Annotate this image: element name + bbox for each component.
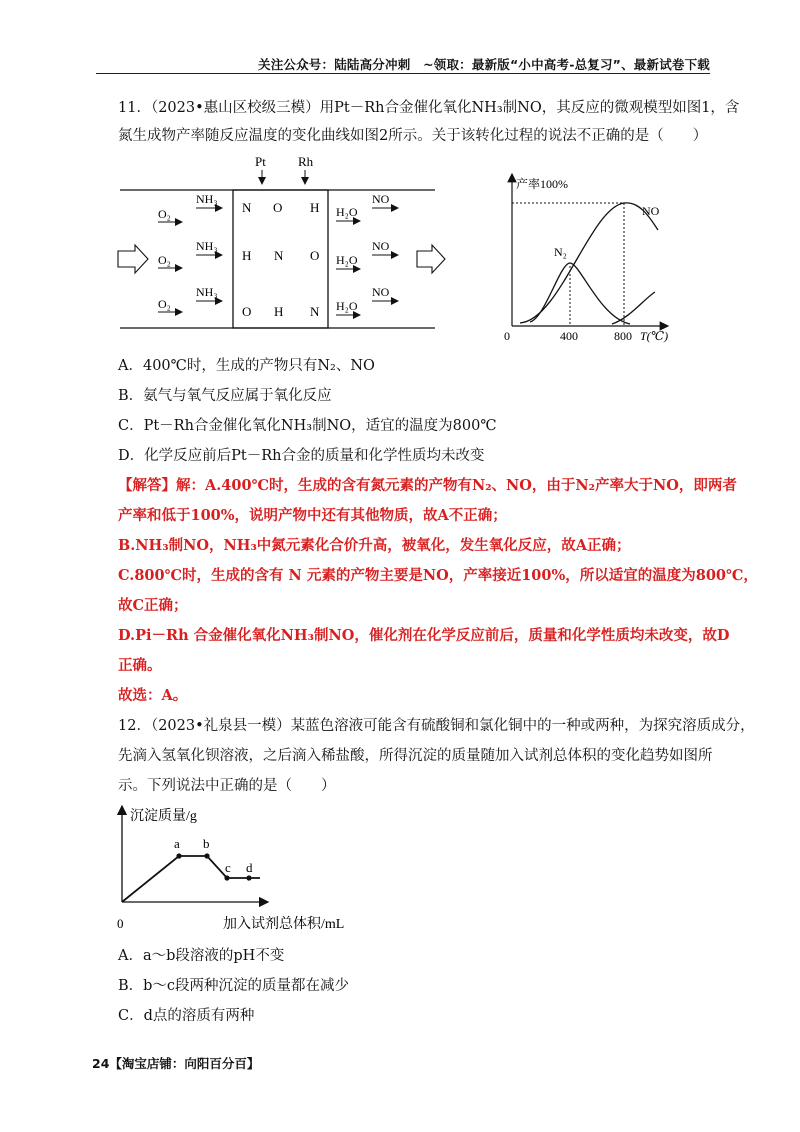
q11-figure2-yield-chart (490, 168, 685, 348)
q11-answer-line6: D.Pi－Rh 合金催化氧化NH₃制NO，催化剂在化学反应前后，质量和化学性质均未改变，故D (118, 627, 730, 644)
q12-precipitate-chart (108, 800, 368, 935)
page-header: 关注公众号：陆陆高分冲刺 ~领取：最新版“小中高考-总复习”、最新试卷下载 (258, 57, 710, 72)
y-axis-label: 产率100% (516, 177, 568, 191)
svg-text:NH₃: NH₃ (196, 239, 218, 253)
nh3-label: NH₃ (196, 192, 218, 206)
q11-option-b: B．氨气与氧气反应属于氧化反应 (118, 388, 332, 404)
q12-option-b: B．b～c段两种沉淀的质量都在减少 (118, 978, 350, 994)
svg-text:H: H (310, 200, 320, 215)
inlet-arrow-icon (118, 245, 148, 273)
q11-stem-line1: 11．（2023•惠山区校级三模）用Pt－Rh合金催化氧化NH₃制NO，其反应的微观模型如图1，含 (118, 100, 740, 116)
svg-text:NO: NO (372, 239, 390, 253)
x-tick-0: 0 (504, 329, 510, 343)
point-b (204, 853, 209, 858)
shop-name: 【淘宝店铺：向阳百分百】 (109, 1056, 260, 1071)
svg-text:O: O (242, 304, 252, 319)
q12-origin-label: 0 (117, 916, 124, 931)
x-tick-800: 800 (614, 329, 632, 343)
q11-answer-line2: 产率和低于100%，说明产物中还有其他物质，故A不正确； (118, 507, 507, 524)
q12-data-line (122, 856, 260, 902)
n2-curve-label: N₂ (554, 245, 567, 259)
q12-stem-line3: 示。下列说法中正确的是（ ） (118, 778, 336, 794)
q11-option-d: D．化学反应前后Pt－Rh合金的质量和化学性质均未改变 (118, 448, 485, 464)
svg-text:NH₃: NH₃ (196, 285, 218, 299)
q11-stem-line2: 氮生成物产率随反应温度的变化曲线如图2所示。关于该转化过程的说法不正确的是（ ） (118, 128, 708, 144)
q11-option-a: A．400℃时，生成的产物只有N₂、NO (118, 358, 375, 374)
x-axis-label: T(℃) (640, 329, 669, 343)
q11-answer-line7: 正确。 (118, 657, 162, 674)
point-c-label: c (225, 860, 231, 875)
o2-label: O₂ (158, 207, 171, 221)
no-label: NO (372, 192, 390, 206)
svg-text:N: N (274, 248, 284, 263)
q12-stem-line2: 先滴入氢氧化钡溶液，之后滴入稀盐酸，所得沉淀的质量随加入试剂总体积的变化趋势如图所 (118, 748, 713, 764)
no-curve-label: NO (642, 204, 660, 218)
svg-text:O: O (310, 248, 320, 263)
point-a-label: a (174, 836, 180, 851)
svg-text:H₂O: H₂O (336, 253, 358, 267)
point-a (176, 853, 181, 858)
rh-label: Rh (298, 154, 314, 169)
point-d-label: d (246, 860, 253, 875)
svg-text:O₂: O₂ (158, 253, 171, 267)
q12-y-axis-label: 沉淀质量/g (130, 809, 197, 824)
svg-text:NO: NO (372, 285, 390, 299)
svg-text:N: N (310, 304, 320, 319)
x-tick-400: 400 (560, 329, 578, 343)
no-curve (520, 203, 658, 323)
q11-figure1-reactor (110, 150, 450, 335)
q11-answer-line1: 【解答】解：A.400℃时，生成的含有氮元素的产物有N₂、NO，由于N₂产率大于NO，即两者 (118, 477, 737, 494)
q11-option-c: C．Pt－Rh合金催化氧化NH₃制NO，适宜的温度为800℃ (118, 418, 497, 434)
page-footer (92, 1054, 259, 1072)
q11-answer-line5: 故C正确； (118, 597, 188, 614)
page-number: 24 (92, 1056, 110, 1071)
svg-text:H: H (274, 304, 284, 319)
point-d (246, 875, 251, 880)
q12-x-axis-label: 加入试剂总体积/mL (223, 917, 345, 932)
q12-option-a: A．a～b段溶液的pH不变 (118, 948, 285, 964)
pt-label: Pt (255, 154, 266, 169)
q11-answer-line4: C.800℃时，生成的含有 N 元素的产物主要是NO，产率接近100%，所以适宜的温度为800℃， (118, 567, 758, 584)
svg-text:O₂: O₂ (158, 297, 171, 311)
point-b-label: b (203, 836, 210, 851)
q12-stem-line1: 12．（2023•礼泉县一模）某蓝色溶液可能含有硫酸铜和氯化铜中的一种或两种，为探究溶质成分， (118, 718, 755, 734)
svg-text:O: O (273, 200, 283, 215)
outlet-arrow-icon (417, 245, 445, 273)
svg-text:H: H (242, 248, 252, 263)
q11-answer-line3: B.NH₃制NO，NH₃中氮元素化合价升高，被氧化，发生氧化反应，故A正确； (118, 537, 631, 554)
header-rule (96, 73, 710, 74)
svg-text:H₂O: H₂O (336, 299, 358, 313)
h2o-label: H₂O (336, 205, 358, 219)
n2-curve (530, 263, 630, 324)
svg-text:N: N (242, 200, 252, 215)
q12-option-c: C．d点的溶质有两种 (118, 1008, 255, 1024)
point-c (224, 875, 229, 880)
q11-answer-line8: 故选：A。 (118, 687, 188, 704)
